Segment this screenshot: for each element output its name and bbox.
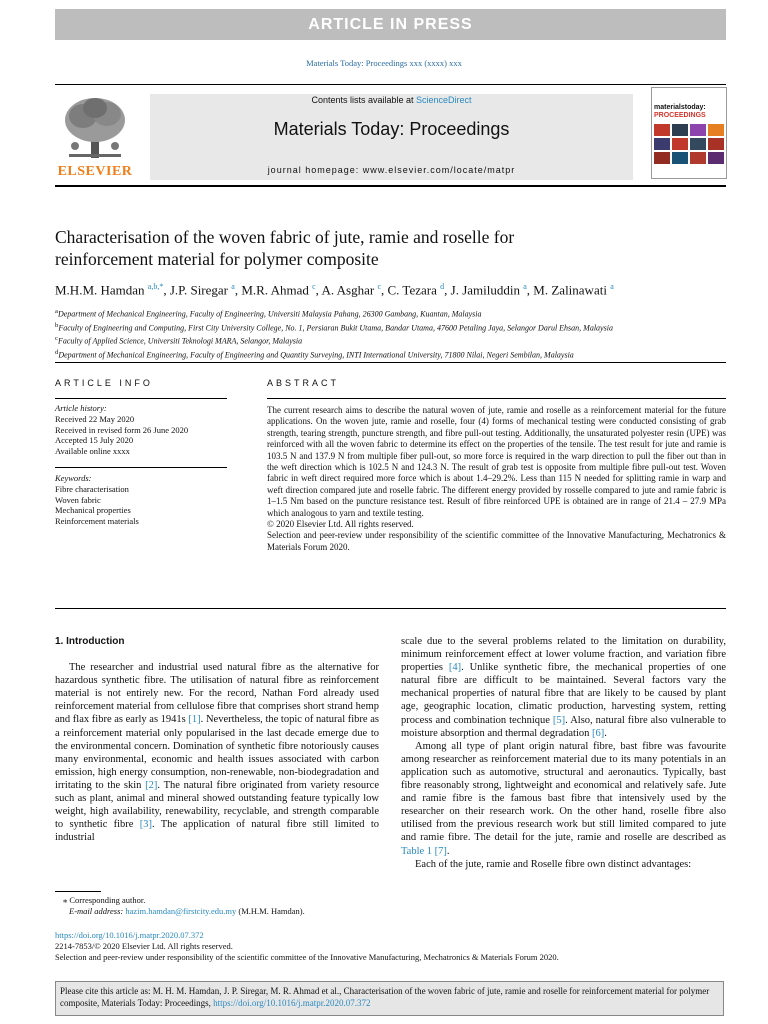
- author-name[interactable]: M. Zalinawati: [533, 282, 607, 298]
- keywords-label: Keywords:: [55, 473, 92, 483]
- issn-line: 2214-7853/© 2020 Elsevier Ltd. All rights reserved.: [55, 941, 233, 951]
- citation-text: Please cite this article as: M. H. M. Hamdan, J. P. Siregar, M. R. Ahmad et al., Characterisation of the woven fabric of jute, ramie and roselle for reinforcement material for polymer composite, Materials Today: Proceedings,: [60, 986, 710, 1008]
- doi-link[interactable]: https://doi.org/10.1016/j.matpr.2020.07.372: [55, 930, 204, 940]
- article-in-press-banner: ARTICLE IN PRESS: [55, 9, 726, 40]
- email-label: E-mail address:: [69, 905, 126, 916]
- left-column: [55, 635, 379, 844]
- keywords-rule: [55, 467, 227, 468]
- paragraph: [401, 635, 726, 740]
- author-affil-mark[interactable]: a: [610, 282, 614, 291]
- affiliation-mark: b: [55, 321, 59, 329]
- paragraph-text: The researcher and industrial used natural fibre as the alternative for hazardous synthetic fibre. The utilisation of natural fibre as reinforcement material is not entirely new. For the record, Nathan Ford already used reinforcement material from cellulose fibre that comprises short strand hemp and flax fibre as early as 1941s: [55, 662, 379, 726]
- citation-link[interactable]: [3]: [139, 819, 152, 831]
- paragraph: Each of the jute, ramie and Roselle fibre own distinct advantages:: [415, 858, 692, 870]
- footnote: [55, 895, 379, 917]
- author-affil-mark[interactable]: d: [440, 282, 445, 291]
- bottom-peer-review: Selection and peer-review under responsibility of the scientific committee of the Innovative Manufacturing, Mechatronics & Materials Forum 2020.: [55, 952, 559, 962]
- keyword-item: Mechanical properties: [55, 505, 131, 516]
- citation-link[interactable]: [4]: [448, 662, 462, 674]
- section-rule: [55, 608, 726, 609]
- author-name[interactable]: C. Tezara: [387, 282, 437, 298]
- elsevier-wordmark: ELSEVIER: [57, 164, 133, 179]
- history-item: Received in revised form 26 June 2020: [55, 424, 189, 435]
- affiliation-text: Faculty of Applied Science, Universiti Teknologi MARA, Selangor, Malaysia: [57, 336, 303, 346]
- article-info-heading: ARTICLE INFO: [55, 378, 153, 388]
- email-suffix: (M.H.M. Hamdan).: [236, 905, 305, 916]
- keyword-item: Reinforcement materials: [55, 516, 139, 527]
- author-affil-mark[interactable]: a,b,*: [147, 282, 164, 291]
- paragraph-text: Among all type of plant origin natural fibre, bast fibre was favourite among researcher as reinforcement material due to its many potentials in an application such as automotive, structural and aeronautics. Typically, bast fibre reasonably strong, lightweight and economical and relatively safe. Jute and ramie fibre is the famous bast fibre that intensively used by the researcher on their research work. On the other hand, roselle fibre also utilised from the previous research work but still limited compared to jute and ramie fibre. The detail for the jute, ramie and roselle are described as: [401, 740, 726, 844]
- article-title-line-2: reinforcement material for polymer composite: [55, 249, 379, 269]
- citation-doi-link[interactable]: https://doi.org/10.1016/j.matpr.2020.07.372: [213, 998, 371, 1008]
- corresponding-author-note: ⁎ Corresponding author.: [63, 895, 146, 905]
- author-list: M.H.M. Hamdan $^{a,b,*}$, J.P. Siregar $^a$, M.R. Ahmad $^c$, A. Asghar $^c$, C. Tezara $^d$, J. Jamiluddin $^a$, M. Zalinawati $^a$: [55, 282, 614, 298]
- sciencedirect-link[interactable]: ScienceDirect: [416, 95, 472, 105]
- history-item: Available online xxxx: [55, 446, 130, 457]
- header-bottom-rule: [55, 185, 726, 187]
- author-affil-mark[interactable]: a: [523, 282, 527, 291]
- keywords: [55, 473, 235, 527]
- affiliation-item: [55, 306, 735, 320]
- citation-link[interactable]: [2]: [145, 779, 158, 791]
- abstract-rule: [267, 398, 726, 399]
- author-affil-mark[interactable]: a: [231, 282, 235, 291]
- paragraph-text: . Unlike synthetic fibre, the mechanical properties of one natural fibre are difficult to be maintained. Several factors vary the mechanical properties of natural fibre that are likely to be caused by plant age, geographic location, climatic production, harvesting system, retting process and combination technique: [401, 662, 726, 726]
- paragraph-text: .: [446, 845, 450, 857]
- journal-cite-line[interactable]: Materials Today: Proceedings xxx (xxxx) xxx: [306, 58, 462, 68]
- affiliation-mark: d: [55, 348, 59, 356]
- affiliations: [55, 306, 735, 361]
- article-info-rule: [55, 398, 227, 399]
- paragraph: [55, 661, 379, 844]
- affiliation-item: [55, 333, 735, 347]
- paragraph-text: . Also, natural fibre also vulnerable to moisture absorption and thermal degradation: [401, 714, 726, 739]
- paragraph-text: . The natural fibre originated from variety resource such as plant, animal and mineral showed outstanding feature typically low weight, high availability, renewability, recyclable, and strength comparable to synthetic fibre: [55, 779, 379, 831]
- citation-box: [55, 981, 724, 1016]
- journal-cover-thumbnail: [651, 87, 727, 179]
- abstract-text: The current research aims to describe the natural woven of jute, ramie and roselle as a reinforcement material for the future applications. On the woven jute, ramie and roselle, four (4) forms of mechanical testing were conducted consisting of grab strength, tearing strength, puncture strength, and fibre pull-out testing. Additionally, the unsaturated polyester resin (UPE) was reinforced with all the woven fabric to determine its effect on the properties of the tensile. The test result for jute and ramie is 103.5 N and 137.9 N from multiple fiber pull-out, so more force is required in the warp direction to pull the fiber out than in the weft direction which is 102.5 N and 124.3 N. The result of grab test is opposite from multiple fibre pull-out test. Woven fabric in weft direct required more force which is about 1.4–29.2%. Less than 115 N needed for splitting ramie in warp and weft direction compared jute and roselle fabric. The different energy provided by rosselle compared to jute and ramie fabric is 1–1.5 Nm based on the puncture resistance test. Result of fibre reinforced UPE is obtained are in range of 21.4 – 27.9 MPa which analogous to yarn and textile testing.: [267, 405, 726, 518]
- paragraph-text: scale due to the several problems related to the limitation on durability, minimum reinforcement effect at lower volume fraction, and variation fibre properties: [401, 636, 726, 674]
- contents-line: [150, 95, 633, 105]
- affiliation-mark: c: [55, 335, 58, 343]
- abstract-peer-review: Selection and peer-review under responsibility of the scientific committee of the Innovative Manufacturing, Mechatronics & Materials Forum 2020.: [267, 530, 726, 552]
- citation-link[interactable]: [1]: [188, 714, 201, 726]
- affiliation-item: [55, 347, 735, 361]
- affiliation-text: Faculty of Engineering and Computing, First City University College, No. 1, Persiaran Bukit Utama, Bandar Utama, 47600 Petaling Jaya, Selangor Darul Ehsan, Malaysia: [58, 323, 613, 333]
- paragraph-text: .: [604, 727, 607, 739]
- citation-link[interactable]: [5]: [552, 714, 566, 726]
- section-heading: 1. Introduction: [55, 636, 125, 647]
- history-item: Accepted 15 July 2020: [55, 435, 134, 446]
- section-rule: [55, 362, 726, 363]
- cover-mosaic: [652, 124, 726, 174]
- right-column: [401, 635, 726, 871]
- history-label: Article history:: [55, 403, 107, 413]
- paragraph-text: . Nevertheless, the topic of natural fibre as a reinforcement material only popularised in the last decade emerge due to the environmental concern. Domination of synthetic fibre notoriously causes many environmental, economic and health issues associated with carbon emission, high energy consumption, non-renewable, non-biodegradation and irritating to the skin: [55, 714, 379, 791]
- affiliation-mark: a: [55, 308, 58, 315]
- header-top-rule: [55, 84, 726, 85]
- email-link[interactable]: hazim.hamdan@firstcity.edu.my: [125, 905, 237, 916]
- affiliation-text: Department of Mechanical Engineering, Faculty of Engineering and Quantity Surveying, INTI International University, 71800 Nilai, Negeri Sembilan, Malaysia: [58, 350, 574, 360]
- article-title-line-1: Characterisation of the woven fabric of jute, ramie and roselle for: [55, 227, 515, 247]
- journal-homepage[interactable]: journal homepage: www.elsevier.com/locate/matpr: [267, 165, 516, 175]
- abstract-copyright: © 2020 Elsevier Ltd. All rights reserved.: [267, 519, 414, 530]
- abstract-heading: ABSTRACT: [267, 378, 340, 388]
- journal-title: Materials Today: Proceedings: [273, 119, 510, 139]
- keyword-item: Fibre characterisation: [55, 483, 129, 494]
- contents-prefix: Contents lists available at: [311, 95, 417, 105]
- author-name[interactable]: J.P. Siregar: [169, 282, 228, 298]
- keyword-item: Woven fabric: [55, 494, 101, 505]
- bottom-meta: [55, 930, 726, 963]
- cover-title-1: materialstoday:: [654, 104, 706, 111]
- author-affil-mark[interactable]: c: [377, 282, 381, 291]
- citation-link[interactable]: [6]: [592, 727, 605, 739]
- affiliation-item: [55, 320, 735, 334]
- email-line: [55, 906, 379, 917]
- affiliation-text: Department of Mechanical Engineering, Faculty of Engineering, Universiti Malaysia Pahang, 26300 Gambang, Kuantan, Malaysia: [57, 309, 482, 319]
- author-affil-mark[interactable]: c: [312, 282, 316, 291]
- author-name[interactable]: M.H.M. Hamdan: [55, 282, 145, 298]
- paragraph-text: . The application of natural fibre still limited to industrial: [55, 819, 379, 844]
- abstract-body: [267, 405, 726, 553]
- history-item: Received 22 May 2020: [55, 413, 135, 424]
- paragraph: [401, 740, 726, 858]
- author-name[interactable]: M.R. Ahmad: [241, 282, 309, 298]
- table-reference-link[interactable]: Table 1 [7]: [401, 845, 447, 857]
- article-title: [55, 226, 655, 270]
- cover-title-2: PROCEEDINGS: [654, 112, 706, 119]
- author-name[interactable]: J. Jamiluddin: [450, 282, 520, 298]
- footnote-rule: [55, 891, 101, 892]
- author-name[interactable]: A. Asghar: [321, 282, 375, 298]
- article-history: [55, 403, 235, 457]
